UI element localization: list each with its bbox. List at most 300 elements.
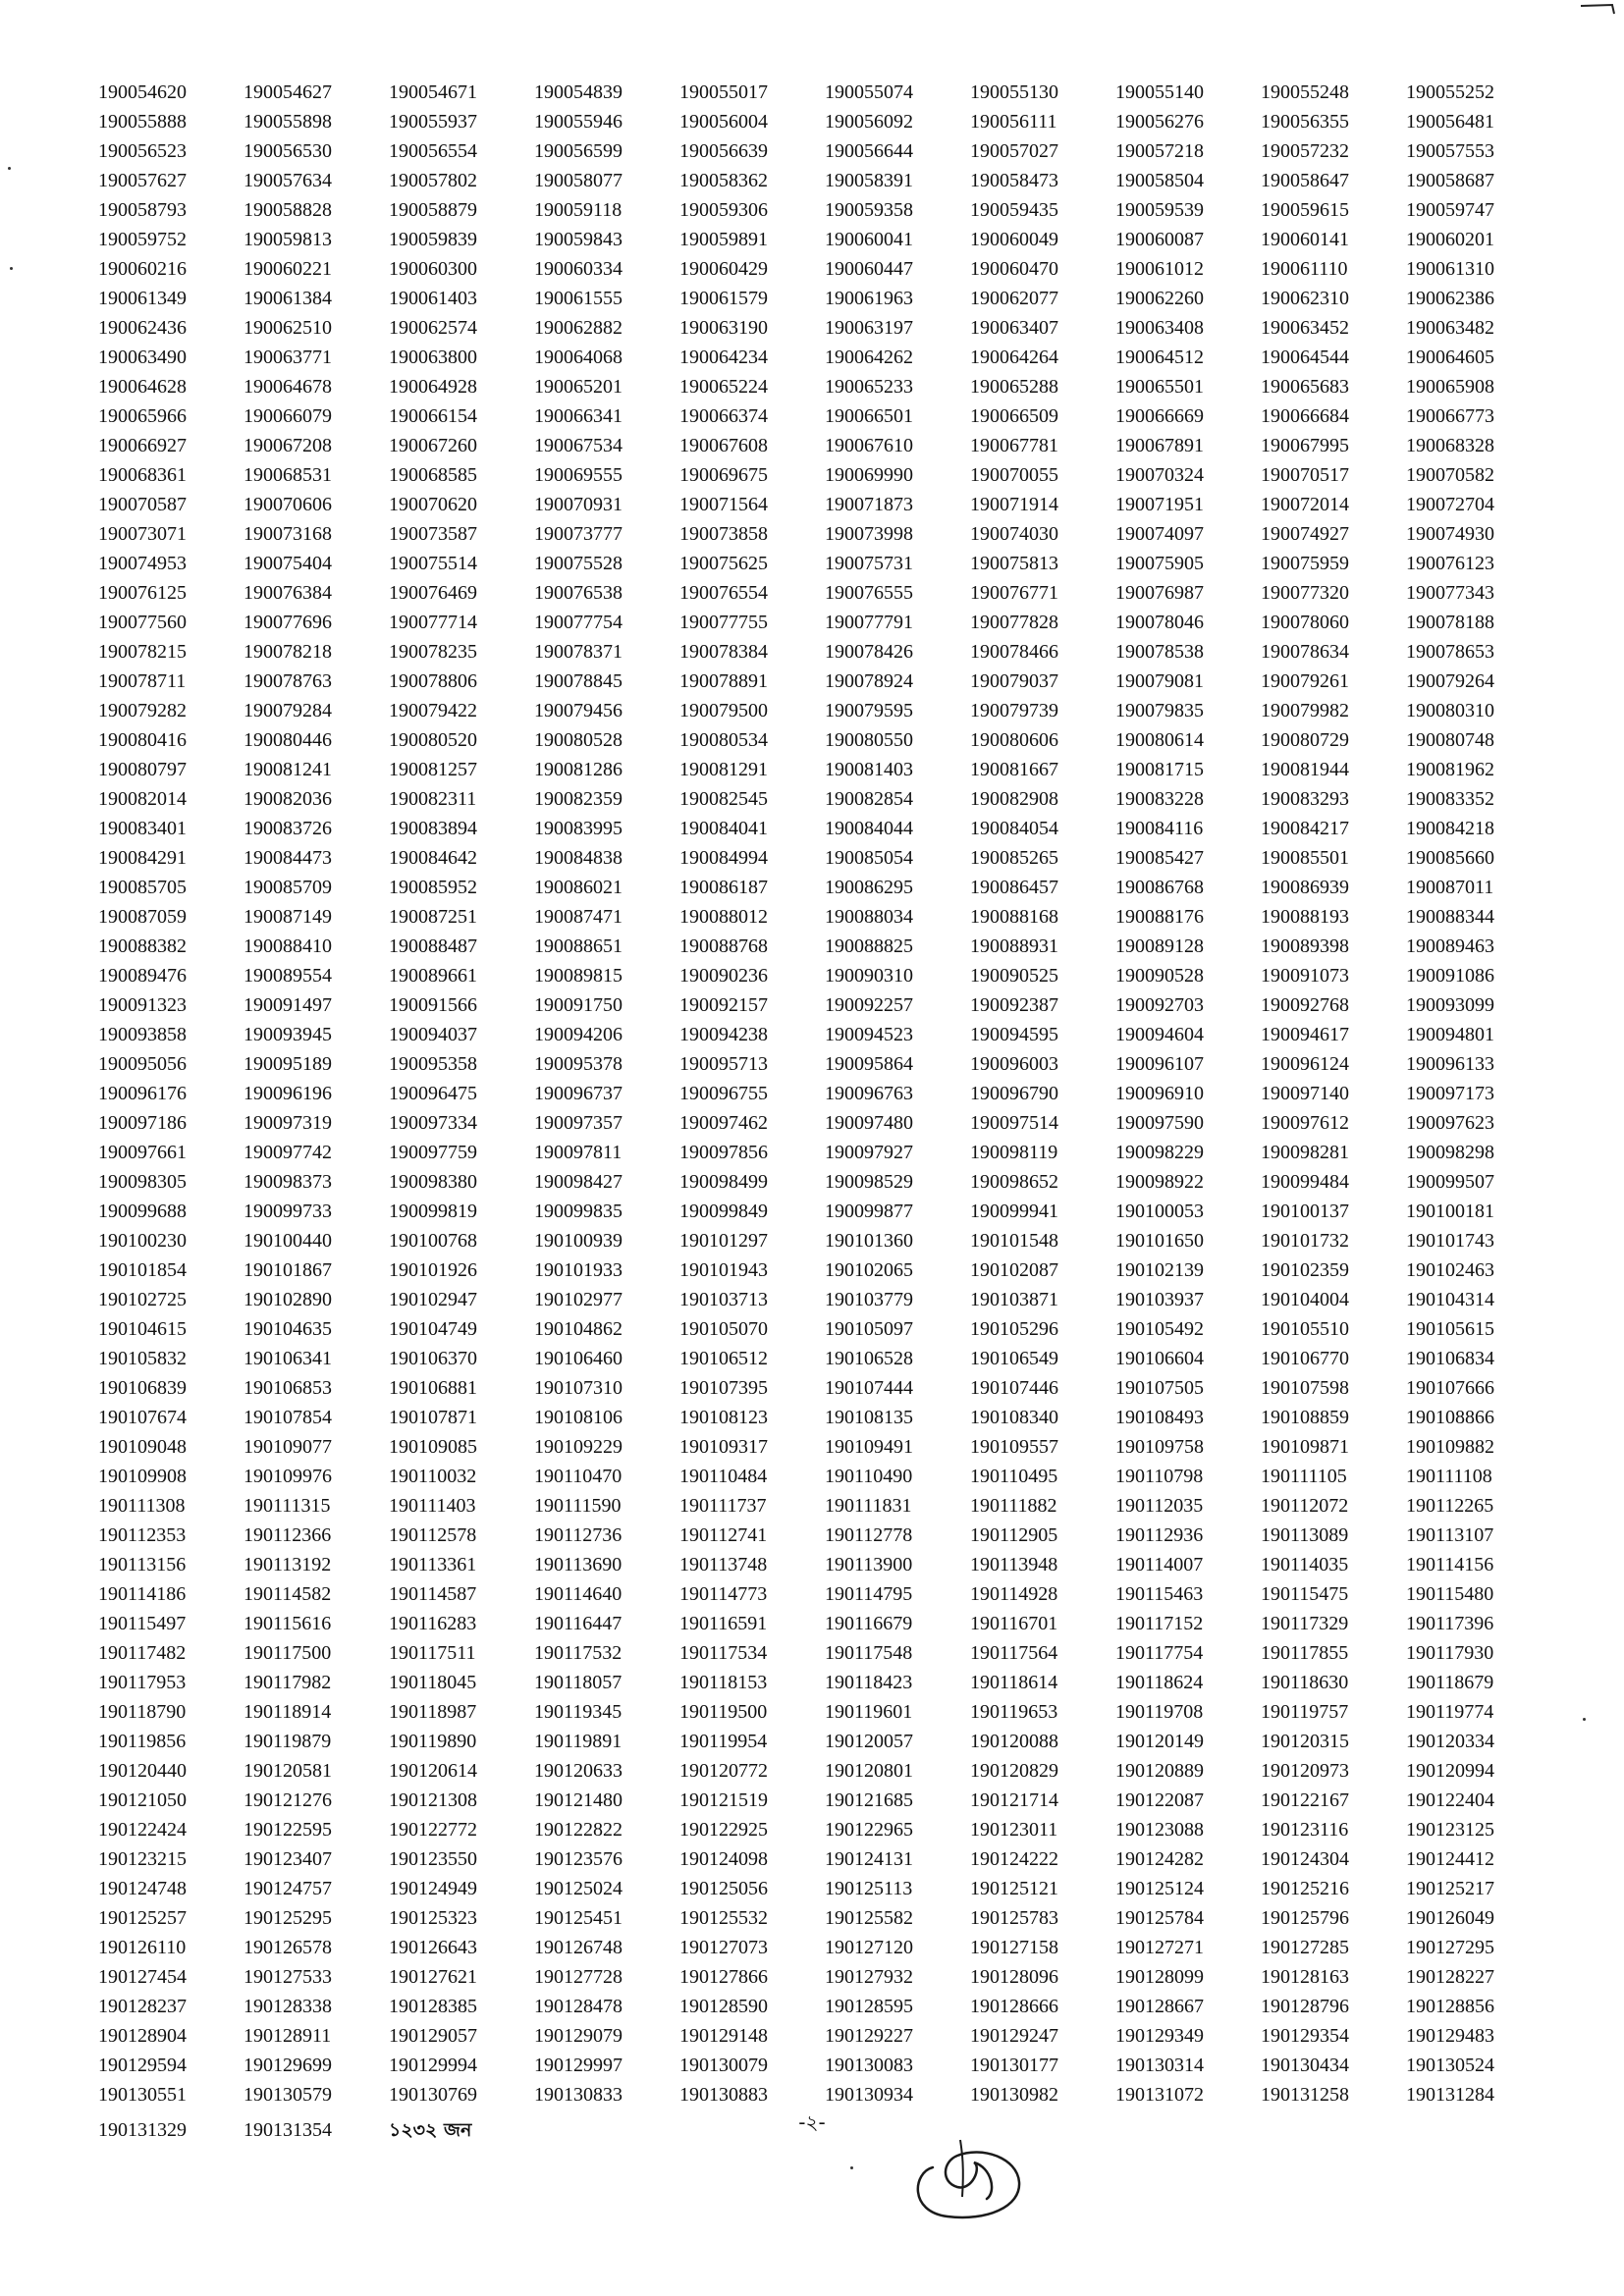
roll-number-cell: 190084838 <box>534 847 623 869</box>
roll-number-cell: 190116591 <box>679 1613 768 1634</box>
roll-number-cell: 190113156 <box>98 1554 187 1575</box>
roll-number-cell: 190123550 <box>389 1848 477 1870</box>
roll-number-cell: 190089661 <box>389 965 477 987</box>
roll-number-cell: 190087011 <box>1406 877 1494 898</box>
roll-number-cell: 190110495 <box>970 1466 1058 1487</box>
roll-number-cell: 190097186 <box>98 1112 187 1134</box>
roll-number-cell: 190110798 <box>1115 1466 1204 1487</box>
roll-number-cell: 190085427 <box>1115 847 1204 869</box>
roll-number-cell: 190063408 <box>1115 317 1204 339</box>
roll-number-cell: 190056355 <box>1261 111 1349 133</box>
roll-number-cell: 190122595 <box>244 1819 332 1841</box>
roll-number-cell: 190056644 <box>825 140 913 162</box>
roll-number-cell: 190107854 <box>244 1407 332 1428</box>
roll-number-cell: 190113089 <box>1261 1524 1349 1546</box>
roll-number-cell: 190125056 <box>679 1878 768 1899</box>
roll-number-cell: 190078371 <box>534 641 623 663</box>
roll-number-cell: 190084217 <box>1261 818 1349 839</box>
roll-number-cell: 190055140 <box>1115 81 1204 103</box>
roll-number-cell: 190081291 <box>679 759 768 780</box>
roll-number-cell: 190090310 <box>825 965 913 987</box>
roll-number-cell: 190102087 <box>970 1259 1058 1281</box>
roll-number-cell: 190128237 <box>98 1996 187 2017</box>
roll-number-cell: 190127295 <box>1406 1937 1494 1958</box>
roll-number-cell: 190058504 <box>1115 170 1204 191</box>
roll-number-cell: 190120614 <box>389 1760 477 1782</box>
roll-number-cell: 190105070 <box>679 1318 768 1340</box>
roll-number-cell: 190075959 <box>1261 553 1349 574</box>
roll-number-cell: 190091566 <box>389 994 477 1016</box>
roll-number-cell: 190080534 <box>679 729 768 751</box>
roll-number-cell: 190060447 <box>825 258 913 280</box>
roll-number-cell: 190100939 <box>534 1230 623 1252</box>
roll-number-cell: 190122424 <box>98 1819 187 1841</box>
roll-number-cell: 190061384 <box>244 288 332 309</box>
roll-number-cell: 190096124 <box>1261 1053 1349 1075</box>
roll-number-cell: 190055898 <box>244 111 332 133</box>
roll-number-cell: 190121685 <box>825 1789 913 1811</box>
roll-number-cell: 190102065 <box>825 1259 913 1281</box>
roll-number-cell: 190126643 <box>389 1937 477 1958</box>
roll-number-cell: 190081962 <box>1406 759 1494 780</box>
roll-number-cell: 190103713 <box>679 1289 768 1310</box>
roll-number-cell: 190062386 <box>1406 288 1494 309</box>
scan-speck <box>1583 1718 1586 1721</box>
roll-number-cell: 190127120 <box>825 1937 913 1958</box>
roll-number-cell: 190100053 <box>1115 1201 1204 1222</box>
roll-number-cell: 190127866 <box>679 1966 768 1988</box>
roll-number-cell: 190072704 <box>1406 494 1494 515</box>
roll-number-cell: 190074927 <box>1261 523 1349 545</box>
roll-number-cell: 190088193 <box>1261 906 1349 928</box>
roll-number-cell: 190131354 <box>244 2119 332 2141</box>
roll-number-cell: 190120889 <box>1115 1760 1204 1782</box>
roll-number-cell: 190091750 <box>534 994 623 1016</box>
roll-number-cell: 190110484 <box>679 1466 768 1487</box>
roll-number-cell: 190068328 <box>1406 435 1494 456</box>
roll-number-cell: 190129349 <box>1115 2025 1204 2047</box>
roll-number-cell: 190112265 <box>1406 1495 1494 1517</box>
roll-number-cell: 190066374 <box>679 405 768 427</box>
roll-number-cell: 190098119 <box>970 1142 1058 1163</box>
roll-number-cell: 190079422 <box>389 700 477 721</box>
roll-number-cell: 190088931 <box>970 935 1058 957</box>
roll-number-cell: 190060221 <box>244 258 332 280</box>
roll-number-cell: 190096107 <box>1115 1053 1204 1075</box>
roll-number-cell: 190088168 <box>970 906 1058 928</box>
roll-number-cell: 190065908 <box>1406 376 1494 398</box>
roll-number-cell: 190098298 <box>1406 1142 1494 1163</box>
roll-number-cell: 190064544 <box>1261 347 1349 368</box>
roll-number-cell: 190079081 <box>1115 670 1204 692</box>
roll-number-cell: 190080528 <box>534 729 623 751</box>
roll-number-cell: 190117855 <box>1261 1642 1349 1664</box>
roll-number-cell: 190112736 <box>534 1524 623 1546</box>
roll-number-cell: 190095189 <box>244 1053 332 1075</box>
roll-number-cell: 190121714 <box>970 1789 1058 1811</box>
roll-number-cell: 190088012 <box>679 906 768 928</box>
roll-number-cell: 190126578 <box>244 1937 332 1958</box>
roll-number-cell: 190118045 <box>389 1672 477 1693</box>
roll-number-cell: 190112072 <box>1261 1495 1349 1517</box>
roll-number-cell: 190122965 <box>825 1819 913 1841</box>
corner-mark <box>1579 2 1618 16</box>
roll-number-cell: 190085054 <box>825 847 913 869</box>
roll-number-cell: 190106853 <box>244 1377 332 1399</box>
roll-number-cell: 190120829 <box>970 1760 1058 1782</box>
roll-number-cell: 190091086 <box>1406 965 1494 987</box>
roll-number-cell: 190119891 <box>534 1731 623 1752</box>
roll-number-cell: 190108106 <box>534 1407 623 1428</box>
roll-number-cell: 190117152 <box>1115 1613 1204 1634</box>
roll-number-cell: 190109758 <box>1115 1436 1204 1458</box>
roll-number-cell: 190064512 <box>1115 347 1204 368</box>
roll-number-cell: 190128911 <box>244 2025 332 2047</box>
roll-number-cell: 190061963 <box>825 288 913 309</box>
roll-number-cell: 190093945 <box>244 1024 332 1045</box>
roll-number-cell: 190123011 <box>970 1819 1058 1841</box>
roll-number-cell: 190086457 <box>970 877 1058 898</box>
roll-number-cell: 190055252 <box>1406 81 1494 103</box>
roll-number-cell: 190078466 <box>970 641 1058 663</box>
roll-number-cell: 190119954 <box>679 1731 768 1752</box>
roll-number-cell: 190079739 <box>970 700 1058 721</box>
roll-number-cell: 190073071 <box>98 523 187 545</box>
roll-number-cell: 190106770 <box>1261 1348 1349 1369</box>
roll-number-cell: 190102463 <box>1406 1259 1494 1281</box>
roll-number-cell: 190097462 <box>679 1112 768 1134</box>
roll-number-cell: 190073777 <box>534 523 623 545</box>
roll-number-cell: 190060041 <box>825 229 913 250</box>
roll-number-cell: 190119774 <box>1406 1701 1494 1723</box>
roll-number-cell: 190065233 <box>825 376 913 398</box>
roll-number-cell: 190126110 <box>98 1937 187 1958</box>
roll-number-cell: 190125217 <box>1406 1878 1494 1899</box>
roll-number-cell: 190067208 <box>244 435 332 456</box>
roll-number-cell: 190111831 <box>825 1495 912 1517</box>
roll-number-cell: 190104004 <box>1261 1289 1349 1310</box>
roll-number-cell: 190067610 <box>825 435 913 456</box>
roll-number-cell: 190130769 <box>389 2084 477 2106</box>
roll-number-cell: 190105832 <box>98 1348 187 1369</box>
roll-number-cell: 190077343 <box>1406 582 1494 604</box>
roll-number-cell: 190113900 <box>825 1554 913 1575</box>
roll-number-cell: 190130833 <box>534 2084 623 2106</box>
roll-number-cell: 190063771 <box>244 347 332 368</box>
roll-number-cell: 190077560 <box>98 612 187 633</box>
roll-number-cell: 190086295 <box>825 877 913 898</box>
roll-number-cell: 190066684 <box>1261 405 1349 427</box>
roll-number-cell: 190116701 <box>970 1613 1058 1634</box>
roll-number-cell: 190056004 <box>679 111 768 133</box>
roll-number-cell: 190076123 <box>1406 553 1494 574</box>
roll-number-cell: 190091073 <box>1261 965 1349 987</box>
roll-number-cell: 190082311 <box>389 788 477 810</box>
roll-number-cell: 190075404 <box>244 553 332 574</box>
roll-number-cell: 190130524 <box>1406 2055 1494 2076</box>
roll-number-cell: 190082359 <box>534 788 623 810</box>
roll-number-cell: 190127271 <box>1115 1937 1204 1958</box>
roll-number-cell: 190092257 <box>825 994 913 1016</box>
roll-number-cell: 190076125 <box>98 582 187 604</box>
roll-number-cell: 190073587 <box>389 523 477 545</box>
roll-number-cell: 190128338 <box>244 1996 332 2017</box>
roll-number-cell: 190100137 <box>1261 1201 1349 1222</box>
roll-number-cell: 190117564 <box>970 1642 1058 1664</box>
roll-number-cell: 190127533 <box>244 1966 332 1988</box>
roll-number-cell: 190111882 <box>970 1495 1057 1517</box>
roll-number-cell: 190070606 <box>244 494 332 515</box>
roll-number-cell: 190122925 <box>679 1819 768 1841</box>
roll-number-cell: 190109229 <box>534 1436 623 1458</box>
roll-number-cell: 190080606 <box>970 729 1058 751</box>
roll-number-cell: 190099688 <box>98 1201 187 1222</box>
roll-number-cell: 190058362 <box>679 170 768 191</box>
roll-number-cell: 190117534 <box>679 1642 768 1664</box>
roll-number-cell: 190063407 <box>970 317 1058 339</box>
roll-number-cell: 190129079 <box>534 2025 623 2047</box>
roll-number-cell: 190122087 <box>1115 1789 1204 1811</box>
roll-number-cell: 190112936 <box>1115 1524 1204 1546</box>
roll-number-cell: 190119601 <box>825 1701 913 1723</box>
roll-number-cell: 190061012 <box>1115 258 1204 280</box>
roll-number-cell: 190064605 <box>1406 347 1494 368</box>
roll-number-cell: 190092768 <box>1261 994 1349 1016</box>
roll-number-cell: 190078653 <box>1406 641 1494 663</box>
roll-number-cell: 190120772 <box>679 1760 768 1782</box>
roll-number-cell: 190060334 <box>534 258 623 280</box>
roll-number-cell: 190108866 <box>1406 1407 1494 1428</box>
roll-number-cell: 190057553 <box>1406 140 1494 162</box>
roll-number-cell: 190089128 <box>1115 935 1204 957</box>
roll-number-cell: 190114773 <box>679 1583 768 1605</box>
roll-number-cell: 190076384 <box>244 582 332 604</box>
roll-number-cell: 190120633 <box>534 1760 623 1782</box>
roll-number-cell: 190116679 <box>825 1613 913 1634</box>
roll-number-cell: 190078046 <box>1115 612 1204 633</box>
roll-number-cell: 190097514 <box>970 1112 1058 1134</box>
roll-number-cell: 190097742 <box>244 1142 332 1163</box>
roll-number-cell: 190095864 <box>825 1053 913 1075</box>
roll-number-cell: 190062436 <box>98 317 187 339</box>
roll-number-cell: 190060201 <box>1406 229 1494 250</box>
roll-number-cell: 190060216 <box>98 258 187 280</box>
roll-number-cell: 190105296 <box>970 1318 1058 1340</box>
roll-number-cell: 190086768 <box>1115 877 1204 898</box>
roll-number-cell: 190097612 <box>1261 1112 1349 1134</box>
roll-number-cell: 190060141 <box>1261 229 1349 250</box>
roll-number-cell: 190088651 <box>534 935 623 957</box>
roll-number-cell: 190074030 <box>970 523 1058 545</box>
roll-number-cell: 190098281 <box>1261 1142 1349 1163</box>
roll-number-cell: 190127158 <box>970 1937 1058 1958</box>
roll-number-cell: 190128163 <box>1261 1966 1349 1988</box>
roll-number-cell: 190067995 <box>1261 435 1349 456</box>
roll-number-cell: 190089476 <box>98 965 187 987</box>
roll-number-cell: 190106549 <box>970 1348 1058 1369</box>
roll-number-cell: 190085709 <box>244 877 332 898</box>
roll-number-cell: 190056599 <box>534 140 623 162</box>
roll-number-cell: 190063490 <box>98 347 187 368</box>
roll-number-cell: 190117930 <box>1406 1642 1494 1664</box>
roll-number-cell: 190118614 <box>970 1672 1058 1693</box>
roll-number-cell: 190125783 <box>970 1907 1058 1929</box>
roll-number-cell: 190056523 <box>98 140 187 162</box>
roll-number-cell: 190118630 <box>1261 1672 1349 1693</box>
roll-number-cell: 190125216 <box>1261 1878 1349 1899</box>
roll-number-cell: 190096910 <box>1115 1083 1204 1104</box>
roll-number-cell: 190101732 <box>1261 1230 1349 1252</box>
roll-number-cell: 190058647 <box>1261 170 1349 191</box>
roll-number-cell: 190096196 <box>244 1083 332 1104</box>
roll-number-cell: 190129994 <box>389 2055 477 2076</box>
roll-number-cell: 190094604 <box>1115 1024 1204 1045</box>
roll-number-cell: 190112366 <box>244 1524 332 1546</box>
roll-number-cell: 190109557 <box>970 1436 1058 1458</box>
roll-number-cell: 190119856 <box>98 1731 187 1752</box>
roll-number-cell: 190123407 <box>244 1848 332 1870</box>
roll-number-cell: 190106370 <box>389 1348 477 1369</box>
roll-number-cell: 190111308 <box>98 1495 186 1517</box>
roll-number-cell: 190080520 <box>389 729 477 751</box>
roll-number-cell: 190129354 <box>1261 2025 1349 2047</box>
roll-number-cell: 190107446 <box>970 1377 1058 1399</box>
roll-number-cell: 190061579 <box>679 288 768 309</box>
roll-number-cell: 190101933 <box>534 1259 623 1281</box>
roll-number-cell: 190056276 <box>1115 111 1204 133</box>
roll-number-cell: 190111315 <box>244 1495 331 1517</box>
roll-number-cell: 190107505 <box>1115 1377 1204 1399</box>
roll-number-cell: 190062260 <box>1115 288 1204 309</box>
roll-number-cell: 190098305 <box>98 1171 187 1193</box>
roll-number-cell: 190125121 <box>970 1878 1058 1899</box>
roll-number-cell: 190104862 <box>534 1318 623 1340</box>
roll-number-cell: 190084473 <box>244 847 332 869</box>
roll-number-cell: 190084041 <box>679 818 768 839</box>
roll-number-cell: 190089815 <box>534 965 623 987</box>
roll-number-cell: 190063452 <box>1261 317 1349 339</box>
roll-number-cell: 190081944 <box>1261 759 1349 780</box>
roll-number-cell: 190118624 <box>1115 1672 1204 1693</box>
roll-number-cell: 190124757 <box>244 1878 332 1899</box>
roll-number-cell: 190072014 <box>1261 494 1349 515</box>
roll-number-cell: 190127621 <box>389 1966 477 1988</box>
roll-number-cell: 190123088 <box>1115 1819 1204 1841</box>
roll-number-cell: 190087059 <box>98 906 187 928</box>
roll-number-cell: 190120440 <box>98 1760 187 1782</box>
roll-number-cell: 190094801 <box>1406 1024 1494 1045</box>
roll-number-cell: 190065683 <box>1261 376 1349 398</box>
roll-number-cell: 190078845 <box>534 670 623 692</box>
roll-number-cell: 190099484 <box>1261 1171 1349 1193</box>
roll-number-cell: 190059839 <box>389 229 477 250</box>
roll-number-cell: 190096763 <box>825 1083 913 1104</box>
roll-number-cell: 190125323 <box>389 1907 477 1929</box>
roll-number-cell: 190092387 <box>970 994 1058 1016</box>
roll-number-cell: 190088768 <box>679 935 768 957</box>
roll-number-cell: 190113748 <box>679 1554 768 1575</box>
roll-number-cell: 190078384 <box>679 641 768 663</box>
roll-number-cell: 190122822 <box>534 1819 623 1841</box>
roll-number-cell: 190078060 <box>1261 612 1349 633</box>
roll-number-cell: 190075514 <box>389 553 477 574</box>
roll-number-cell: 190119890 <box>389 1731 477 1752</box>
roll-number-cell: 190109491 <box>825 1436 913 1458</box>
roll-number-cell: 190118679 <box>1406 1672 1494 1693</box>
roll-number-cell: 190114156 <box>1406 1554 1494 1575</box>
roll-number-cell: 190097759 <box>389 1142 477 1163</box>
roll-number-cell: 190078215 <box>98 641 187 663</box>
roll-number-cell: 190117500 <box>244 1642 332 1664</box>
roll-number-cell: 190121519 <box>679 1789 768 1811</box>
roll-number-cell: 190057027 <box>970 140 1058 162</box>
roll-number-cell: 190113192 <box>244 1554 332 1575</box>
roll-number-cell: 190111105 <box>1261 1466 1347 1487</box>
roll-number-cell: 190087471 <box>534 906 623 928</box>
roll-number-cell: 190061555 <box>534 288 623 309</box>
roll-number-cell: 190079037 <box>970 670 1058 692</box>
roll-number-cell: 190124282 <box>1115 1848 1204 1870</box>
roll-number-cell: 190114928 <box>970 1583 1058 1605</box>
roll-number-cell: 190087149 <box>244 906 332 928</box>
roll-number-cell: 190119757 <box>1261 1701 1349 1723</box>
roll-number-cell: 190109077 <box>244 1436 332 1458</box>
roll-number-cell: 190070582 <box>1406 464 1494 486</box>
roll-number-cell: 190088176 <box>1115 906 1204 928</box>
roll-number-cell: 190062882 <box>534 317 623 339</box>
roll-number-cell: 190127932 <box>825 1966 913 1988</box>
roll-number-cell: 190088410 <box>244 935 332 957</box>
roll-number-cell: 190097480 <box>825 1112 913 1134</box>
roll-number-cell: 190105097 <box>825 1318 913 1340</box>
roll-number-cell: 190082545 <box>679 788 768 810</box>
scan-speck <box>850 2166 853 2169</box>
roll-number-cell: 190104615 <box>98 1318 187 1340</box>
roll-number-cell: 190081257 <box>389 759 477 780</box>
roll-number-cell: 190081403 <box>825 759 913 780</box>
roll-number-cell: 190097623 <box>1406 1112 1494 1134</box>
roll-number-cell: 190076771 <box>970 582 1058 604</box>
roll-number-cell: 190115475 <box>1261 1583 1349 1605</box>
roll-number-cell: 190059615 <box>1261 199 1349 221</box>
roll-number-cell: 190065224 <box>679 376 768 398</box>
roll-number-cell: 190059752 <box>98 229 187 250</box>
roll-number-cell: 190094206 <box>534 1024 623 1045</box>
roll-number-cell: 190066154 <box>389 405 477 427</box>
roll-number-cell: 190077754 <box>534 612 623 633</box>
roll-number-cell: 190107674 <box>98 1407 187 1428</box>
roll-number-cell: 190110470 <box>534 1466 623 1487</box>
roll-number-cell: 190094238 <box>679 1024 768 1045</box>
roll-number-cell: 190114582 <box>244 1583 332 1605</box>
roll-number-cell: 190106834 <box>1406 1348 1494 1369</box>
roll-number-cell: 190101867 <box>244 1259 332 1281</box>
roll-number-cell: 190096003 <box>970 1053 1058 1075</box>
roll-number-cell: 190073168 <box>244 523 332 545</box>
roll-number-cell: 190055130 <box>970 81 1058 103</box>
roll-number-cell: 190128667 <box>1115 1996 1204 2017</box>
roll-number-cell: 190099819 <box>389 1201 477 1222</box>
roll-number-cell: 190055888 <box>98 111 187 133</box>
roll-number-cell: 190128478 <box>534 1996 623 2017</box>
roll-number-cell: 190125532 <box>679 1907 768 1929</box>
roll-number-cell: 190094523 <box>825 1024 913 1045</box>
roll-number-cell: 190107871 <box>389 1407 477 1428</box>
roll-number-cell: 190130883 <box>679 2084 768 2106</box>
roll-number-cell: 190060087 <box>1115 229 1204 250</box>
roll-number-cell: 190067891 <box>1115 435 1204 456</box>
roll-number-cell: 190065201 <box>534 376 623 398</box>
